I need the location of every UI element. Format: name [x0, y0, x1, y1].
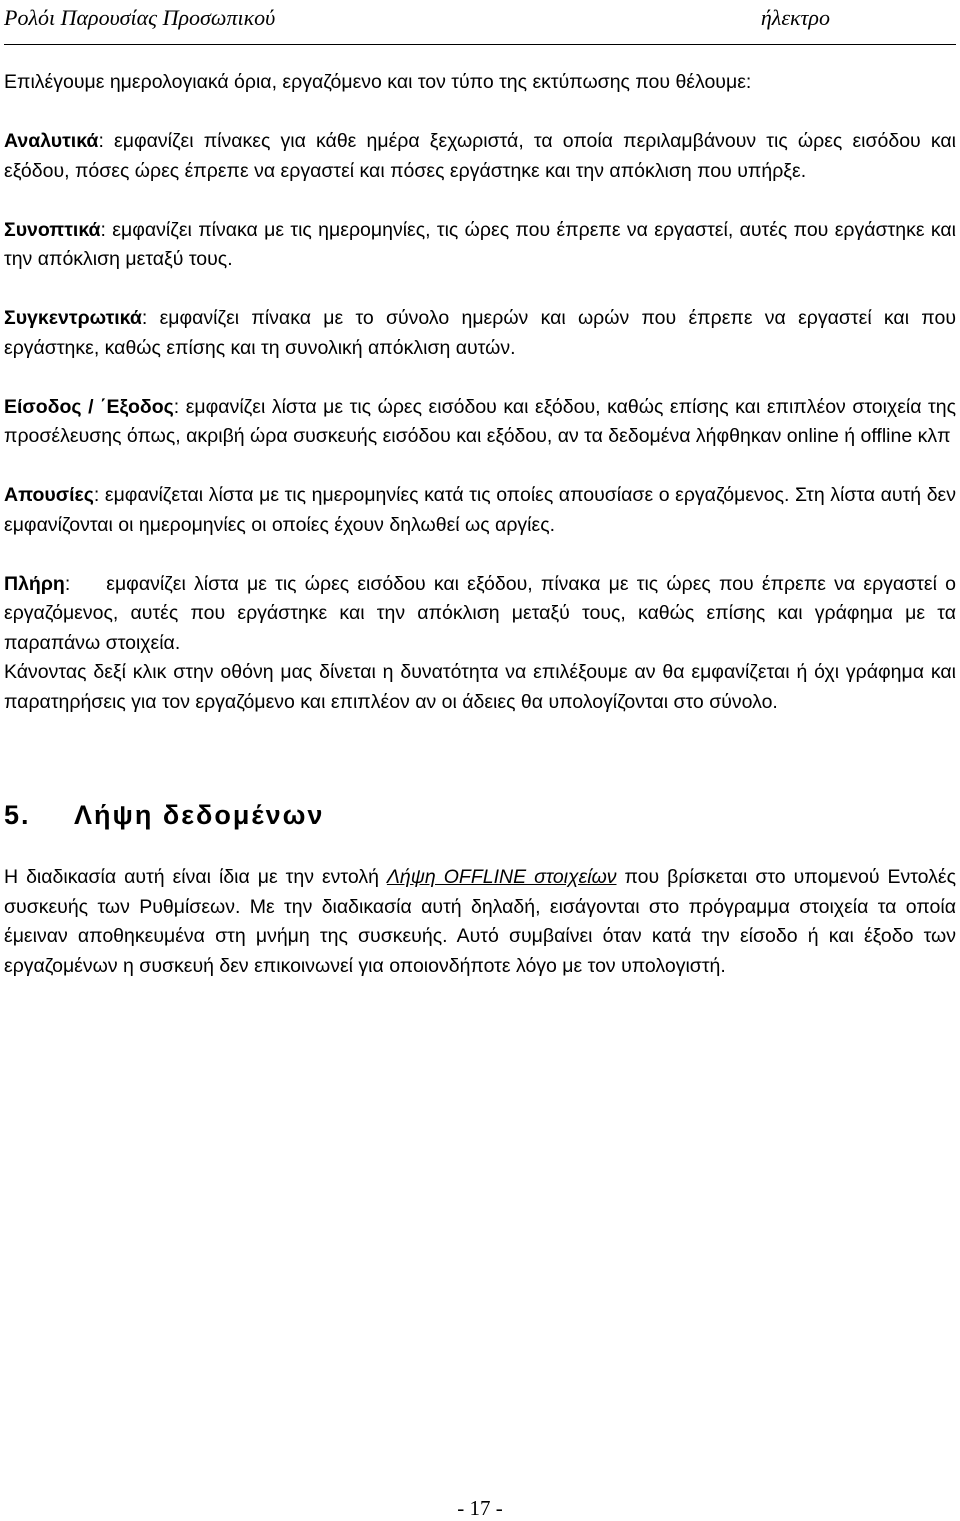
item-summary [4, 216, 956, 275]
item-full [4, 570, 956, 659]
item-aggregate [4, 304, 956, 363]
section-heading [4, 795, 956, 835]
item-text: εμφανίζει λίστα με τις ώρες εισόδου και εξόδου, πίνακα με τις ώρες που έπρεπε να εργαστεί ο εργαζόμενος, αυτές που εργάστηκε και την απόκλιση μεταξύ τους, καθώς επίσης και γράφημα με τα παραπάνω στοιχεία. [4, 572, 956, 654]
intro-paragraph: Επιλέγουμε ημερολογιακά όρια, εργαζόμενο και τον τύπο της εκτύπωσης που θέλουμε: [4, 71, 752, 93]
item-term: Απουσίες [4, 484, 94, 506]
item-text: : εμφανίζει πίνακες για κάθε ημέρα ξεχωριστά, τα οποία περιλαμβάνουν τις ώρες εισόδου και εξόδου, πόσες ώρες έπρεπε να εργαστεί και πόσες εργάστηκε και την απόκλιση που υπήρξε. [4, 130, 956, 182]
item-text: : εμφανίζει λίστα με τις ώρες εισόδου και εξόδου, καθώς επίσης και επιπλέον στοιχεία της προσέλευσης όπως, ακριβή ώρα συσκευής εισόδου και εξόδου, αν τα δεδομένα λήφθηκαν online ή offline κλπ [4, 395, 956, 447]
document-body [4, 68, 956, 981]
item-text: : εμφανίζεται λίστα με τις ημερομηνίες κατά τις οποίες απουσίασε ο εργαζόμενος. Στη λίστα αυτή δεν εμφανίζονται οι ημερομηνίες οι οποίες έχουν δηλωθεί ως αργίες. [4, 484, 956, 536]
section-title: Λήψη δεδομένων [74, 800, 325, 830]
item-term: Συνοπτικά [4, 218, 101, 241]
item-text: : εμφανίζει πίνακα με το σύνολο ημερών και ωρών που έπρεπε να εργαστεί και που εργάστηκε, καθώς επίσης και τη συνολική απόκλιση αυτών. [4, 307, 956, 359]
right-click-note: Κάνοντας δεξί κλικ στην οθόνη μας δίνεται η δυνατότητα να επιλέξουμε αν θα εμφανίζεται ή όχι γράφημα και παρατηρήσεις για τον εργαζόμενο και επιπλέον αν οι άδειες θα υπολογίζονται στο σύνολο. [4, 661, 956, 713]
item-term: Συγκεντρωτικά [4, 307, 142, 329]
brand-name: ήλεκτρο [760, 5, 830, 30]
item-text: : εμφανίζει πίνακα με τις ημερομηνίες, τις ώρες που έπρεπε να εργαστεί, αυτές που εργάστηκε και την απόκλιση μεταξύ τους. [4, 218, 956, 270]
item-term: Πλήρη [4, 572, 65, 595]
offline-data-link[interactable]: Λήψη OFFLINE στοιχείων [386, 866, 617, 888]
section-paragraph [4, 863, 956, 981]
item-in-out [4, 393, 956, 452]
section-text-after-link: που βρίσκεται στο υπομενού Εντολές συσκευής των Ρυθμίσεων. Με την διαδικασία αυτή δηλαδή, εισάγονται στο πρόγραμμα στοιχεία τα οποία έμειναν αποθηκευμένα στη μνήμη της συσκευής. Αυτό συμβαίνει όταν κατά την είσοδο ή και έξοδο των εργαζομένων η συσκευή δεν επικοινωνεί για οποιονδήποτε λόγο με τον υπολογιστή. [4, 866, 956, 977]
item-analytical [4, 127, 956, 186]
item-colon: : [64, 572, 71, 595]
item-term: Αναλυτικά [4, 130, 99, 152]
page-number: - 17 - [457, 1496, 503, 1520]
page-header [4, 0, 956, 45]
section-number: 5. [4, 800, 31, 830]
document-title: Ρολόι Παρουσίας Προσωπικού [4, 5, 276, 30]
item-term: Είσοδος / ΄Εξοδος [4, 395, 174, 418]
section-text-before-link: Η διαδικασία αυτή είναι ίδια με την εντολή [4, 866, 387, 888]
item-absences [4, 481, 956, 540]
